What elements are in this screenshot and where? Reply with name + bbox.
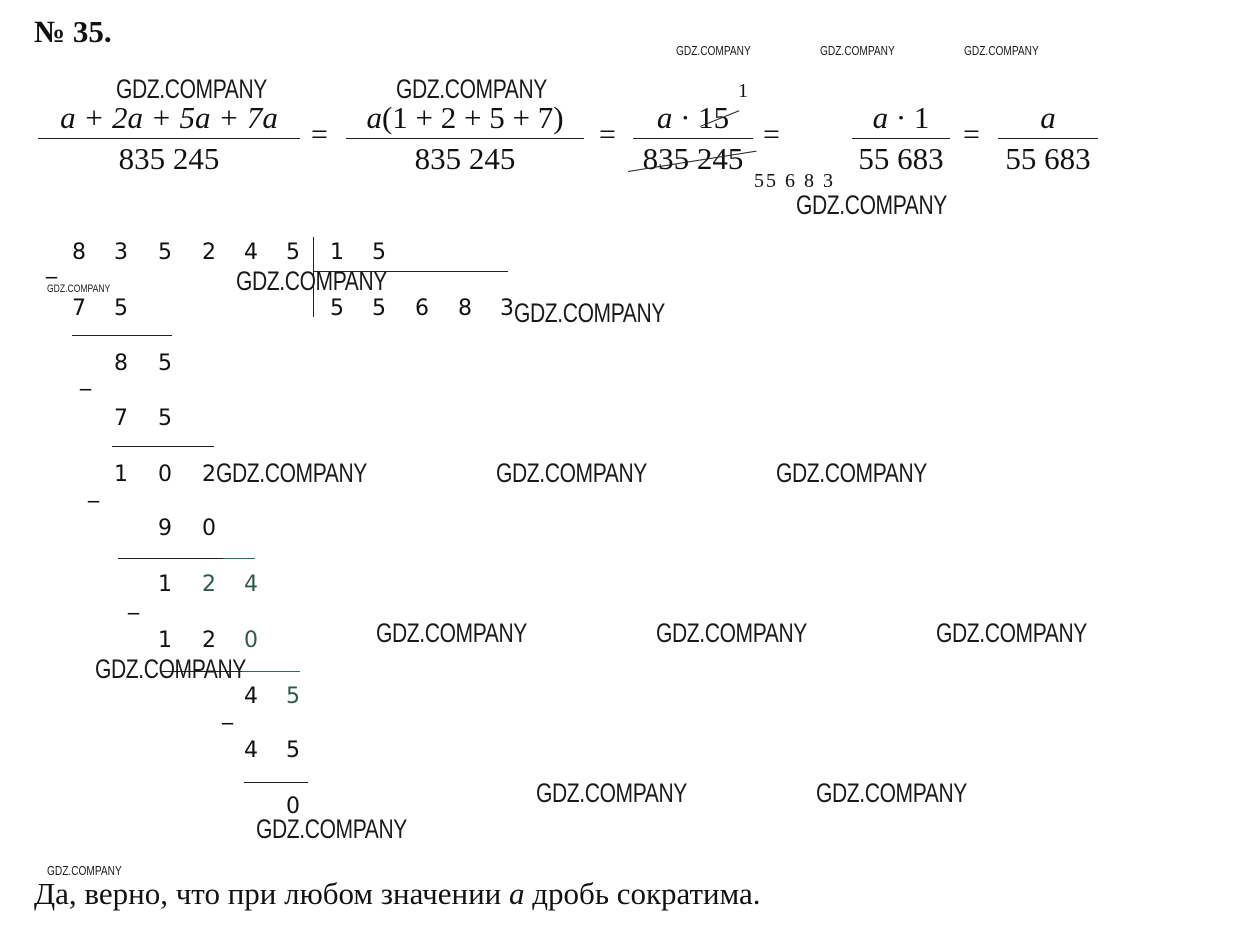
subtrahend-digit: 5: [286, 738, 300, 763]
subtrahend-digit: 4: [244, 738, 258, 763]
equals-sign: =: [311, 118, 328, 151]
divisor-digit: 5: [372, 240, 386, 265]
fraction-denominator: 835 245: [118, 141, 220, 176]
minus-sign: _: [128, 590, 139, 615]
quotient-digit: 8: [458, 296, 472, 321]
watermark: GDZ.COMPANY: [796, 190, 947, 220]
fraction-original: [38, 100, 300, 177]
subtrahend-digit: 7: [72, 296, 86, 321]
dividend-digit: 8: [72, 240, 86, 265]
fraction-denominator: 55 683: [1005, 141, 1091, 176]
step-rule: [223, 558, 255, 559]
fraction-reduced: [852, 100, 950, 177]
equals-sign: =: [963, 118, 980, 151]
fraction-numerator: a · 1: [852, 100, 950, 139]
watermark: GDZ.COMPANY: [676, 43, 751, 58]
minus-sign: _: [80, 366, 91, 391]
quotient-digit: 6: [415, 296, 429, 321]
watermark: GDZ.COMPANY: [396, 74, 547, 104]
subtrahend-digit: 5: [158, 406, 172, 431]
final-remainder: 0: [286, 794, 300, 819]
fraction-numerator: a · 15: [633, 100, 753, 139]
minus-sign: _: [88, 478, 99, 503]
fraction-denominator: 835 245: [414, 141, 516, 176]
watermark: GDZ.COMPANY: [376, 618, 527, 648]
remainder-digit: 5: [286, 684, 300, 709]
watermark: GDZ.COMPANY: [936, 618, 1087, 648]
watermark: GDZ.COMPANY: [816, 778, 967, 808]
watermark: GDZ.COMPANY: [47, 283, 111, 295]
remainder-digit: 4: [244, 572, 258, 597]
remainder-digit: 1: [114, 462, 128, 487]
remainder-digit: 2: [202, 572, 216, 597]
watermark: GDZ.COMPANY: [116, 74, 267, 104]
dividend-digit: 2: [202, 240, 216, 265]
fraction-numerator: a: [998, 100, 1098, 139]
fraction-factored: [346, 100, 584, 177]
step-rule: [72, 335, 172, 336]
minus-sign: _: [222, 700, 233, 725]
minus-sign: _: [46, 254, 57, 279]
subtrahend-digit: 5: [114, 296, 128, 321]
problem-number: № 35.: [34, 14, 112, 49]
equals-sign: =: [599, 118, 616, 151]
equals-sign: =: [763, 118, 780, 151]
divisor-digit: 1: [330, 240, 344, 265]
watermark: GDZ.COMPANY: [656, 618, 807, 648]
subtrahend-digit: 2: [202, 628, 216, 653]
subtrahend-digit: 1: [158, 628, 172, 653]
fraction-final: [998, 100, 1098, 177]
subtrahend-digit: 7: [114, 406, 128, 431]
cancel-result-bottom: 55 6 8 3: [754, 170, 835, 192]
dividend-digit: 4: [244, 240, 258, 265]
fraction-numerator: a(1 + 2 + 5 + 7): [346, 100, 584, 139]
remainder-digit: 1: [158, 572, 172, 597]
watermark: GDZ.COMPANY: [776, 458, 927, 488]
watermark: GDZ.COMPANY: [95, 654, 246, 684]
remainder-digit: 0: [158, 462, 172, 487]
watermark: GDZ.COMPANY: [47, 863, 122, 878]
quotient-digit: 3: [500, 296, 514, 321]
watermark: GDZ.COMPANY: [496, 458, 647, 488]
watermark: GDZ.COMPANY: [236, 266, 387, 296]
dividend-digit: 3: [114, 240, 128, 265]
step-rule: [118, 558, 223, 559]
fraction-numerator: a + 2a + 5a + 7a: [38, 100, 300, 139]
remainder-digit: 2: [202, 462, 216, 487]
cancel-result-top: 1: [738, 80, 748, 102]
dividend-digit: 5: [286, 240, 300, 265]
subtrahend-digit: 0: [202, 516, 216, 541]
answer-text: Да, верно, что при любом значении a дробь сократима.: [34, 876, 761, 911]
watermark: GDZ.COMPANY: [536, 778, 687, 808]
fraction-denominator: 55 683: [858, 141, 944, 176]
subtrahend-digit: 9: [158, 516, 172, 541]
subtrahend-digit: 0: [244, 628, 258, 653]
watermark: GDZ.COMPANY: [216, 458, 367, 488]
remainder-digit: 5: [158, 351, 172, 376]
step-rule: [112, 446, 214, 447]
dividend-digit: 5: [158, 240, 172, 265]
watermark: GDZ.COMPANY: [256, 814, 407, 844]
step-rule: [242, 671, 300, 672]
watermark: GDZ.COMPANY: [514, 298, 665, 328]
watermark: GDZ.COMPANY: [820, 43, 895, 58]
watermark: GDZ.COMPANY: [964, 43, 1039, 58]
quotient-digit: 5: [330, 296, 344, 321]
quotient-digit: 5: [372, 296, 386, 321]
remainder-digit: 4: [244, 684, 258, 709]
remainder-digit: 8: [114, 351, 128, 376]
fraction-denominator: 835 245: [642, 141, 744, 176]
step-rule: [244, 782, 308, 783]
